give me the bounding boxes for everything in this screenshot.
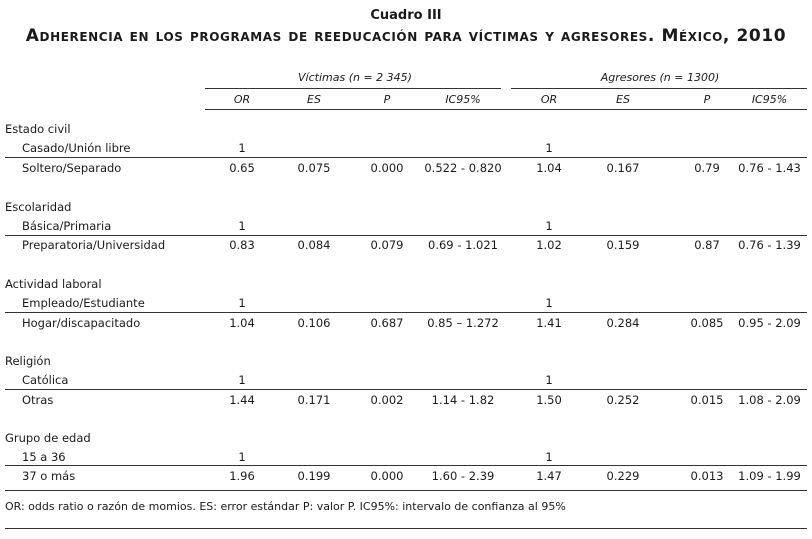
group-header-agresores: Agresores (n = 1300) <box>600 71 720 84</box>
row-label: 37 o más <box>22 469 76 483</box>
cell-v-p: 0.000 <box>370 161 404 175</box>
row-rule <box>5 465 807 466</box>
cell-v-ic95: 0.69 - 1.021 <box>428 238 498 252</box>
row-label: Otras <box>22 393 54 407</box>
col-header-a-or: OR <box>540 93 558 106</box>
row-label: Preparatoria/Universidad <box>22 238 166 252</box>
cell-a-p: 0.013 <box>690 469 724 483</box>
cell-a-or: 1.02 <box>536 238 562 252</box>
row-label: Hogar/discapacitado <box>22 316 141 330</box>
cell-v-ic95: 0.522 - 0.820 <box>424 161 502 175</box>
header-rule <box>205 109 807 110</box>
group-rule-victimas <box>205 88 501 89</box>
row-rule <box>5 389 807 390</box>
reference-a-or: 1 <box>545 141 553 155</box>
cell-a-ic95: 0.95 - 2.09 <box>738 316 801 330</box>
col-header-v-ic95: IC95% <box>445 93 481 106</box>
row-rule <box>5 157 807 158</box>
cell-a-or: 1.41 <box>536 316 562 330</box>
cell-a-p: 0.015 <box>690 393 724 407</box>
cell-a-or: 1.50 <box>536 393 562 407</box>
cell-v-ic95: 1.60 - 2.39 <box>431 469 495 483</box>
col-header-v-p: P <box>383 93 391 106</box>
reference-a-or: 1 <box>545 450 553 464</box>
cell-v-es: 0.084 <box>297 238 331 252</box>
group-rule-agresores <box>511 88 807 89</box>
reference-category-label: 15 a 36 <box>22 450 66 464</box>
reference-category-label: Empleado/Estudiante <box>22 296 145 310</box>
reference-a-or: 1 <box>545 373 553 387</box>
reference-a-or: 1 <box>545 296 553 310</box>
cell-v-es: 0.075 <box>297 161 331 175</box>
cell-a-or: 1.47 <box>536 469 562 483</box>
col-header-v-or: OR <box>233 93 251 106</box>
col-header-v-es: ES <box>307 93 321 106</box>
cell-a-or: 1.04 <box>536 161 562 175</box>
reference-v-or: 1 <box>238 219 246 233</box>
cell-a-p: 0.79 <box>694 161 720 175</box>
reference-v-or: 1 <box>238 296 246 310</box>
col-header-a-ic95: IC95% <box>751 93 788 106</box>
cell-a-ic95: 0.76 - 1.39 <box>738 238 801 252</box>
section-title: Actividad laboral <box>5 277 102 291</box>
cell-v-or: 1.44 <box>229 393 255 407</box>
reference-v-or: 1 <box>238 141 246 155</box>
cell-a-es: 0.284 <box>606 316 640 330</box>
cell-v-p: 0.079 <box>370 238 404 252</box>
reference-category-label: Católica <box>22 373 69 387</box>
cell-v-es: 0.171 <box>297 393 331 407</box>
cell-a-p: 0.085 <box>690 316 724 330</box>
cell-a-es: 0.252 <box>606 393 640 407</box>
cell-a-ic95: 1.09 - 1.99 <box>738 469 801 483</box>
cell-v-p: 0.687 <box>370 316 404 330</box>
reference-v-or: 1 <box>238 450 246 464</box>
row-label: Soltero/Separado <box>22 161 122 175</box>
cell-v-es: 0.199 <box>297 469 331 483</box>
cell-v-or: 1.04 <box>229 316 255 330</box>
footnote: OR: odds ratio o razón de momios. ES: error estándar P: valor P. IC95%: intervalo de confianza al 95% <box>5 500 566 513</box>
section-title: Escolaridad <box>5 200 72 214</box>
cell-v-or: 1.96 <box>229 469 255 483</box>
section-title: Grupo de edad <box>5 431 91 445</box>
reference-category-label: Casado/Unión libre <box>22 141 131 155</box>
cell-v-ic95: 0.85 – 1.272 <box>427 316 499 330</box>
section-title: Estado civil <box>5 122 71 136</box>
row-rule <box>5 312 807 313</box>
col-header-a-es: ES <box>616 93 630 106</box>
reference-v-or: 1 <box>238 373 246 387</box>
cell-a-ic95: 1.08 - 2.09 <box>738 393 801 407</box>
cell-v-es: 0.106 <box>297 316 331 330</box>
cell-a-es: 0.159 <box>606 238 640 252</box>
cell-v-ic95: 1.14 - 1.82 <box>431 393 495 407</box>
row-rule <box>5 235 807 236</box>
cell-v-p: 0.002 <box>370 393 404 407</box>
cell-a-p: 0.87 <box>694 238 720 252</box>
table-number: Cuadro III <box>370 8 442 23</box>
cell-v-p: 0.000 <box>370 469 404 483</box>
col-header-a-p: P <box>703 93 711 106</box>
cell-a-es: 0.167 <box>606 161 640 175</box>
page-bottom-rule <box>5 528 807 529</box>
cell-a-es: 0.229 <box>606 469 640 483</box>
group-header-victimas: Víctimas (n = 2 345) <box>298 71 412 84</box>
section-title: Religión <box>5 354 51 368</box>
cell-v-or: 0.83 <box>229 238 255 252</box>
table-bottom-rule <box>5 490 807 491</box>
reference-category-label: Básica/Primaria <box>22 219 112 233</box>
reference-a-or: 1 <box>545 219 553 233</box>
cell-v-or: 0.65 <box>229 161 255 175</box>
table-title: Adherencia en los programas de reeducación para víctimas y agresores. México, 2010 <box>25 26 787 46</box>
cell-a-ic95: 0.76 - 1.43 <box>738 161 801 175</box>
